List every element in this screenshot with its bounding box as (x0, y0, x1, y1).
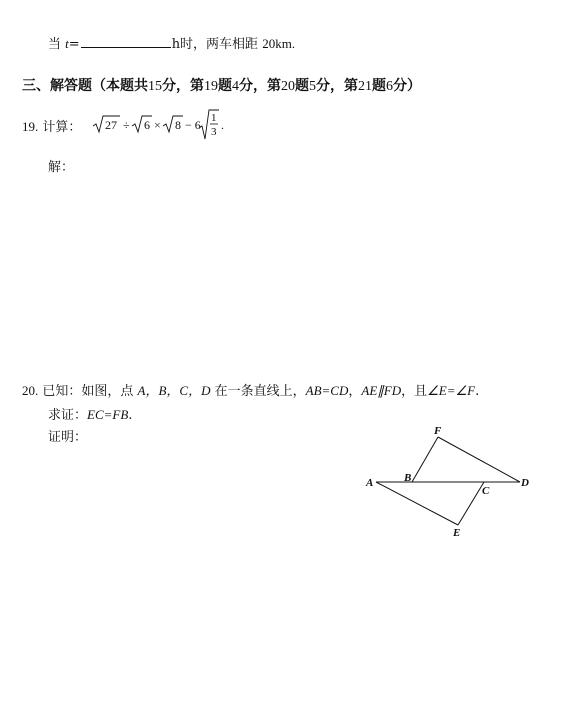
q20-period: . (475, 384, 480, 399)
section-q21: 21 (358, 79, 372, 94)
expr-minus: − 6 (185, 118, 201, 132)
label-b: B (404, 472, 412, 484)
section-p19: 4 (232, 79, 239, 94)
fill-suffix: h时，两车相距 (171, 37, 259, 52)
label-d: D (521, 477, 529, 489)
label-a: A (366, 477, 374, 489)
q20-points: A，B，C，D (137, 383, 211, 398)
fill-var: t (65, 36, 69, 51)
section-p21: 6 (386, 79, 393, 94)
q19-line (22, 116, 81, 135)
q20-cond1: AB=CD (305, 383, 349, 398)
section-total: 15 (148, 79, 162, 94)
section-q20: 20 (281, 79, 295, 94)
answer-blank[interactable] (81, 35, 171, 48)
q20-cond3: ∠E=∠F (427, 383, 476, 398)
q20-number: 20. (22, 383, 39, 398)
segment-bf (412, 437, 438, 482)
expr-frac-den: 3 (211, 126, 217, 138)
geometry-figure (362, 424, 537, 539)
q20-known-and: ，且 (401, 384, 428, 399)
q20-sep: ， (348, 384, 362, 399)
fill-eq: = (68, 37, 80, 52)
section-p20: 5 (309, 79, 316, 94)
q19-number: 19. (22, 119, 39, 134)
section-unit2: 分，第 (239, 78, 281, 94)
q19-expression (92, 108, 232, 142)
q20-cond2: AE∥FD (361, 383, 402, 398)
q20-prove-period: . (128, 408, 133, 423)
q20-line (22, 380, 479, 399)
expr-r3: 8 (175, 118, 181, 132)
q20-prove-line (48, 404, 132, 423)
q20-known-mid: 在一条直线上， (214, 384, 306, 399)
q20-prove-stmt: EC=FB (87, 407, 129, 422)
section-t1: 题 (218, 78, 232, 94)
section-unit3: 分，第 (316, 78, 358, 94)
section-unit1: 分，第 (162, 78, 204, 94)
section-end: 分） (393, 78, 421, 94)
expr-r1: 27 (105, 118, 117, 132)
section-heading (22, 75, 421, 95)
fill-prefix: 当 (48, 37, 62, 52)
expr-frac-num: 1 (211, 112, 217, 124)
q19-solution-label: 解： (48, 160, 75, 175)
section-title: 三、解答题（本题共 (22, 78, 148, 94)
q20-proof-label: 证明： (48, 430, 88, 445)
expr-div: ÷ (123, 118, 130, 132)
segment-ec (458, 482, 484, 525)
label-e: E (453, 527, 461, 539)
q20-known-label: 已知：如图，点 (42, 384, 134, 399)
expr-r2: 6 (144, 118, 150, 132)
q19-label: 计算： (42, 120, 82, 135)
section-t3: 题 (372, 78, 386, 94)
section-q19: 19 (204, 79, 218, 94)
expr-times: × (154, 118, 161, 132)
expr-end: . (221, 118, 224, 132)
section-t2: 题 (295, 78, 309, 94)
q20-prove-label: 求证： (48, 408, 88, 423)
label-f: F (434, 425, 442, 437)
fill-distance: 20km. (262, 36, 296, 51)
label-c: C (482, 485, 490, 497)
segment-fd (438, 437, 520, 482)
fill-line (48, 33, 295, 52)
segment-ae (376, 482, 458, 525)
